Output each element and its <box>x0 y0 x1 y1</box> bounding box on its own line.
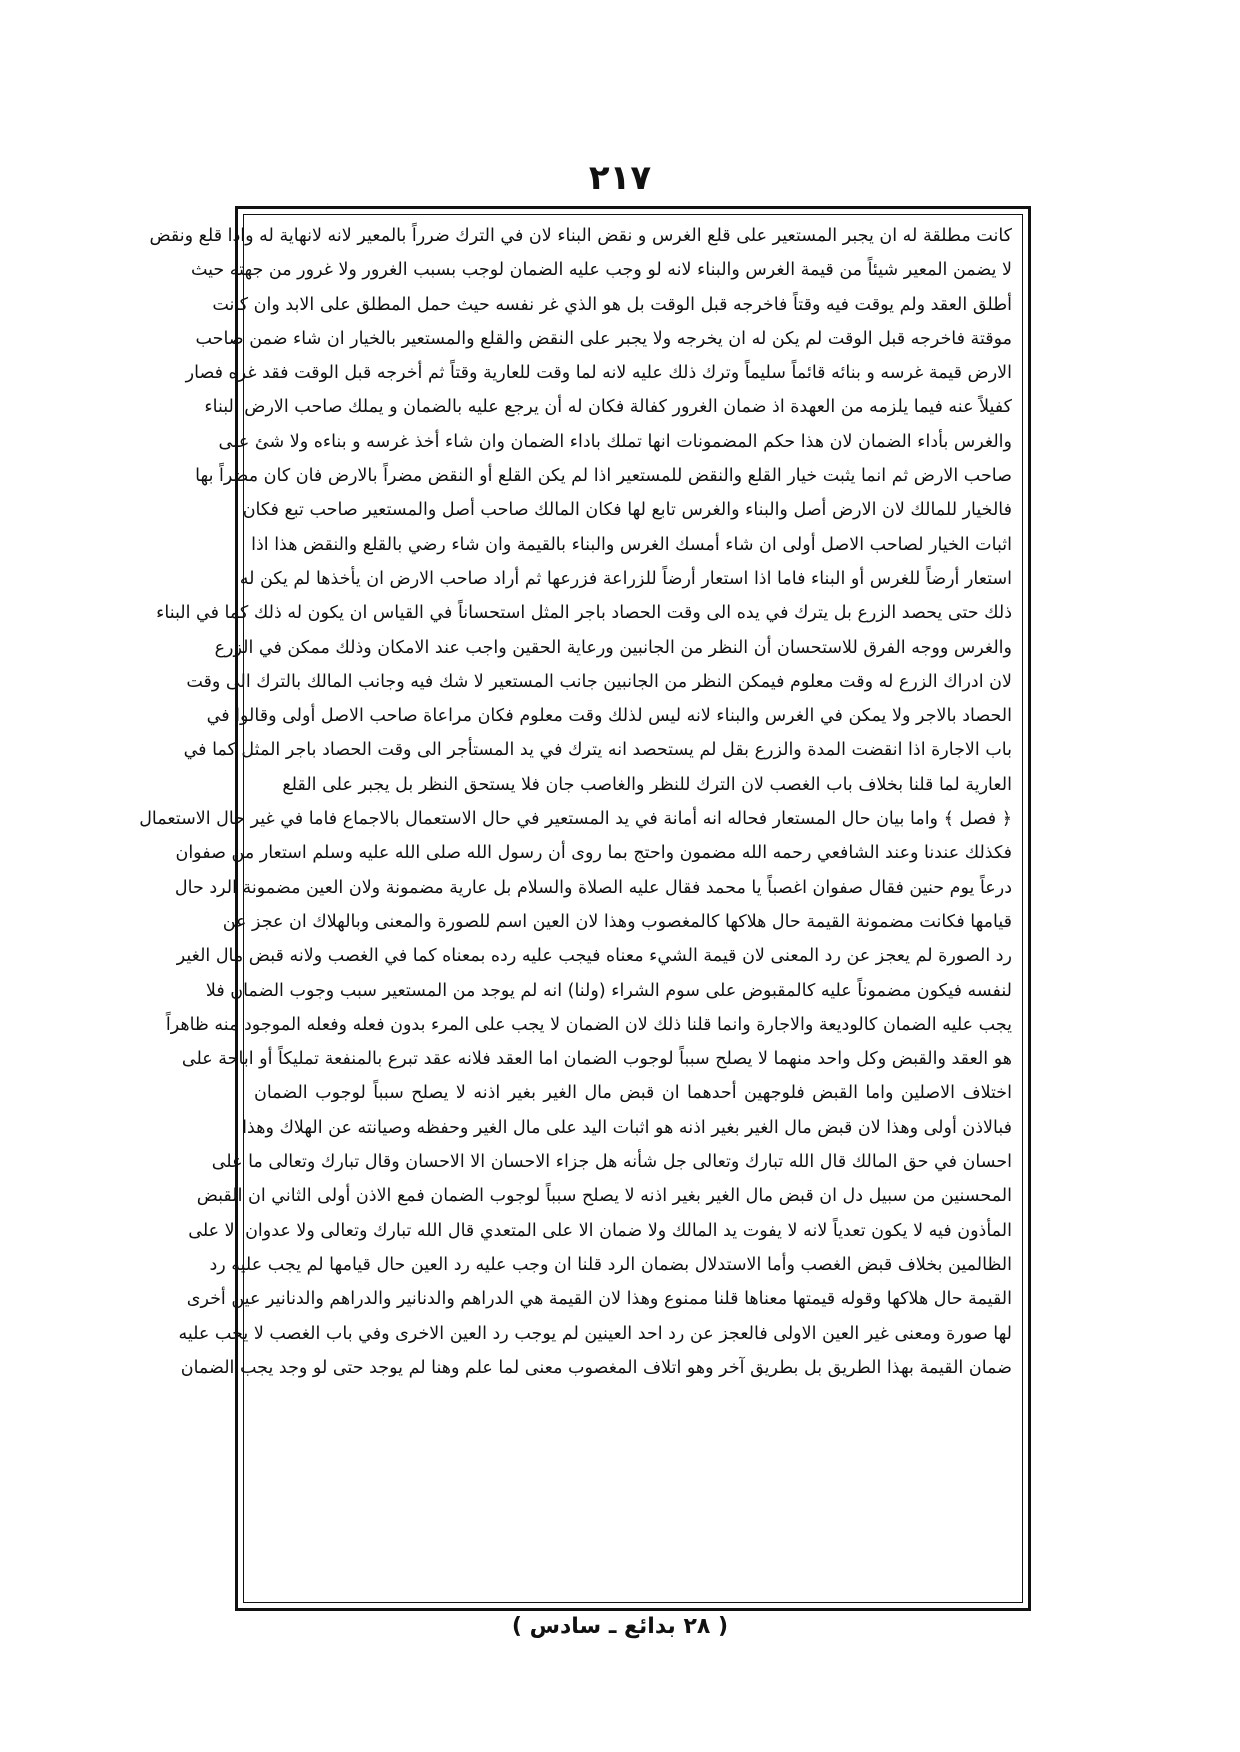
text-line: درعاً يوم حنين فقال صفوان اغصباً يا محمد فقال عليه الصلاة والسلام بل عارية مضمونة ولان العين مضمونة الرد حال <box>174 877 1012 898</box>
text-line: ذلك حتى يحصد الزرع بل يترك في يده الى وقت الحصاد باجر المثل استحساناً في القياس ان يكون له ذلك كما في البناء <box>156 603 1012 624</box>
page-footer: ( ٢٨ بدائع ـ سادس ) <box>511 1614 729 1639</box>
text-line: هو العقد والقبض وكل واحد منهما لا يصلح سبباً لوجوب الضمان اما العقد فلانه عقد تبرع بالمنفعة تمليكاً أو اباحة على <box>181 1049 1012 1070</box>
text-line: صاحب الارض ثم انما يثبت خيار القلع والنقض للمستعير اذا لم يكن القلع أو النقض مضراً بالارض فان كان مضراً بها <box>195 466 1012 487</box>
text-line: باب الاجارة اذا انقضت المدة والزرع بقل لم يستحصد انه يترك في يد المستأجر الى وقت الحصاد باجر المثل كما في <box>183 740 1012 761</box>
text-line: والغرس ووجه الفرق للاستحسان أن النظر من الجانبين ورعاية الحقين واجب عند الامكان وذلك ممكن في الزرع <box>214 637 1012 658</box>
body-text <box>139 219 1012 1385</box>
text-line: العارية لما قلنا بخلاف باب الغصب لان الترك للنظر والغاصب جان فلا يستحق النظر بل يجبر على القلع <box>282 774 1012 795</box>
text-line: لنفسه فيكون مضموناً عليه كالمقبوض على سوم الشراء (ولنا) انه لم يوجد من المستعير سبب وجوب الضمان فلا <box>205 980 1012 1001</box>
text-line: أطلق العقد ولم يوقت فيه وقتاً فاخرجه قبل الوقت بل هو الذي غر نفسه حيث حمل المطلق على الابد وان كانت <box>212 294 1012 315</box>
text-line: المأذون فيه لا يكون تعدياً لانه لا يفوت يد المالك ولا ضمان الا على المتعدي قال الله تبارك وتعالى ولا عدوان الا على <box>188 1220 1012 1241</box>
text-line: رد الصورة لم يعجز عن رد المعنى لان قيمة الشيء معناه فيجب عليه رده بمعناه كما في الغصب ولانه قبض مال الغير <box>176 946 1012 967</box>
text-line: الظالمين بخلاف قبض الغصب وأما الاستدلال بضمان الرد قلنا ان وجب عليه رد العين حال قيامها لم يجب عليه رد <box>209 1254 1012 1275</box>
text-line: فبالاذن أولى وهذا لان قبض مال الغير بغير اذنه هو اثبات اليد على مال الغير وحفظه وصيانته عن الهلاك وهذا <box>242 1117 1012 1138</box>
text-line: فالخيار للمالك لان الارض أصل والبناء والغرس تابع لها فكان المالك صاحب أصل والمستعير صاحب تبع فكان <box>242 500 1012 521</box>
text-line: كفيلاً عنه فيما يلزمه من العهدة اذ ضمان الغرور كفالة فكان له أن يرجع عليه بالضمان و يملك صاحب الارض البناء <box>204 397 1012 418</box>
text-line: كانت مطلقة له ان يجبر المستعير على قلع الغرس و نقض البناء لان في الترك ضرراً بالمعير لانه لانهاية له واذا قلع ونقض <box>149 226 1012 246</box>
text-line: قيامها فكانت مضمونة القيمة حال هلاكها كالمغصوب وهذا لان العين اسم للصورة والمعنى وبالهلاك ان عجز عن <box>222 911 1012 932</box>
text-line: احسان في حق المالك قال الله تبارك وتعالى جل شأنه هل جزاء الاحسان الا الاحسان وقال تبارك وتعالى ما على <box>211 1152 1012 1173</box>
text-line: والغرس بأداء الضمان لان هذا حكم المضمونات انها تملك باداء الضمان وان شاء أخذ غرسه و بناءه ولا شئ على <box>218 431 1012 452</box>
text-line: استعار أرضاً للغرس أو البناء فاما اذا استعار أرضاً للزراعة فزرعها ثم أراد صاحب الارض ان يأخذها لم يكن له <box>239 568 1012 589</box>
text-frame <box>139 206 1031 1611</box>
text-line: لها صورة ومعنى غير العين الاولى فالعجز عن رد احد العينين لم يوجب رد العين الاخرى وفي باب الغصب لا يجب عليه <box>178 1323 1012 1344</box>
text-line: المحسنين من سبيل دل ان قبض مال الغير بغير اذنه لا يصلح سبباً لوجوب الضمان فمع الاذن أولى الثاني ان القبض <box>196 1186 1012 1207</box>
text-frame-inner <box>139 214 1023 1603</box>
text-line: الحصاد بالاجر ولا يمكن في الغرس والبناء لانه ليس لذلك وقت معلوم فكان مراعاة صاحب الاصل أولى وقالوا في <box>206 706 1012 727</box>
text-line: فكذلك عندنا وعند الشافعي رحمه الله مضمون واحتج بما روى أن رسول الله صلى الله عليه وسلم استعار من صفوان <box>175 843 1012 864</box>
page-number: ٢١٧ <box>588 158 652 198</box>
text-line: الارض قيمة غرسه و بنائه قائماً سليماً وترك ذلك عليه لانه لما وقت للعارية وقتاً ثم أخرجه قبل الوقت فقد غره فصار <box>185 363 1012 384</box>
text-line: اثبات الخيار لصاحب الاصل أولى ان شاء أمسك الغرس والبناء بالقيمة وان شاء رضي بالقلع والنقض هذا اذا <box>251 534 1012 555</box>
text-line: موقتة فاخرجه قبل الوقت لم يكن له ان يخرجه ولا يجبر على النقض والقلع والمستعير بالخيار ان شاء ضمن صاحب <box>195 328 1012 349</box>
text-line: لا يضمن المعير شيئاً من قيمة الغرس والبناء لانه لو وجب عليه الضمان لوجب بسبب الغرور ولا غرور من جهته حيث <box>190 260 1012 281</box>
text-line: ﴿ فصل ﴾ واما بيان حال المستعار فحاله انه أمانة في يد المستعير في حال الاستعمال بالاجماع فاما في غير حال الاستعمال <box>139 809 1012 830</box>
text-line: القيمة حال هلاكها وقوله قيمتها معناها قلنا ممنوع وهذا لان القيمة هي الدراهم والدنانير والدراهم والدنانير عين أخرى <box>186 1289 1012 1310</box>
text-line: لان ادراك الزرع له وقت معلوم فيمكن النظر من الجانبين جانب المستعير لا شك فيه وجانب المالك بالترك الى وقت <box>186 671 1012 692</box>
text-line: يجب عليه الضمان كالوديعة والاجارة وانما قلنا ذلك لان الضمان لا يجب على المرء بدون فعله وفعله الموجود منه ظاهراً <box>165 1014 1012 1035</box>
text-line: ضمان القيمة بهذا الطريق بل بطريق آخر وهو اتلاف المغصوب معنى لما علم وهنا لم يوجد حتى لو وجد يجب الضمان <box>180 1357 1012 1378</box>
text-line: اختلاف الاصلين واما القبض فلوجهين أحدهما ان قبض مال الغير بغير اذنه لا يصلح سبباً لوجوب الضمان <box>254 1083 1012 1104</box>
